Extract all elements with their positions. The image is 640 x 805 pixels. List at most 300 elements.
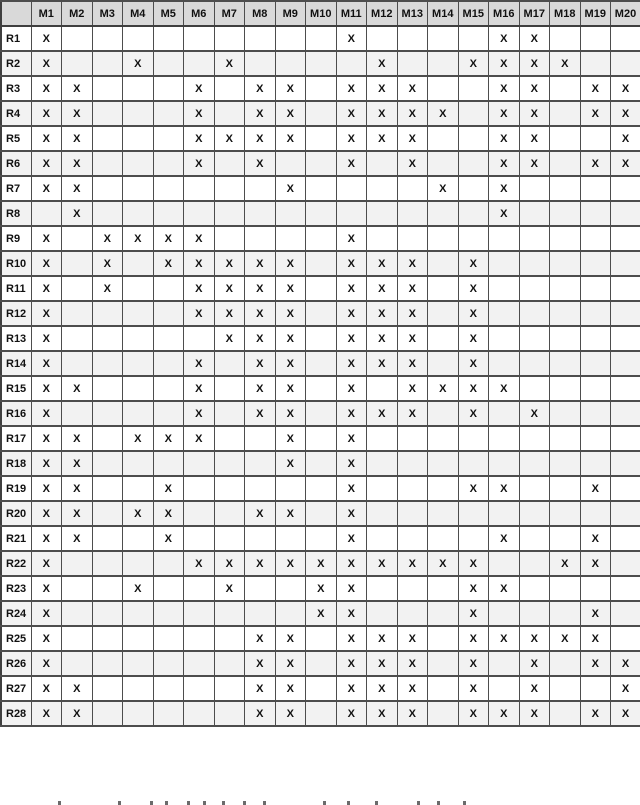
matrix-cell: [519, 376, 550, 401]
matrix-cell: X: [458, 676, 489, 701]
column-header: M8: [245, 1, 276, 26]
table-row: [1, 101, 640, 126]
matrix-cell: X: [367, 401, 398, 426]
table-row: [1, 226, 640, 251]
matrix-cell: [519, 176, 550, 201]
matrix-cell: [62, 26, 93, 51]
matrix-cell: X: [397, 301, 428, 326]
matrix-cell: [184, 476, 215, 501]
matrix-cell: [580, 201, 611, 226]
matrix-cell: X: [275, 701, 306, 726]
column-header: M6: [184, 1, 215, 26]
matrix-cell: [519, 226, 550, 251]
caption-fragment-mark: [58, 801, 61, 805]
matrix-cell: X: [214, 126, 245, 151]
matrix-cell: [92, 26, 123, 51]
row-label: R3: [1, 76, 31, 101]
matrix-cell: X: [62, 76, 93, 101]
matrix-cell: X: [611, 701, 640, 726]
matrix-cell: [92, 701, 123, 726]
caption-fragment-mark: [243, 801, 246, 805]
column-header: M4: [123, 1, 154, 26]
matrix-cell: X: [31, 26, 62, 51]
matrix-cell: [580, 426, 611, 451]
matrix-cell: X: [397, 551, 428, 576]
matrix-cell: X: [245, 676, 276, 701]
matrix-cell: X: [245, 551, 276, 576]
matrix-cell: [367, 26, 398, 51]
matrix-cell: X: [153, 526, 184, 551]
matrix-cell: [214, 76, 245, 101]
matrix-cell: [245, 451, 276, 476]
matrix-cell: [275, 476, 306, 501]
table-row: [1, 351, 640, 376]
matrix-cell: [428, 226, 459, 251]
matrix-cell: [550, 376, 581, 401]
matrix-cell: [519, 276, 550, 301]
matrix-cell: [62, 251, 93, 276]
matrix-cell: X: [245, 326, 276, 351]
matrix-cell: X: [428, 376, 459, 401]
matrix-cell: X: [397, 276, 428, 301]
matrix-cell: [428, 201, 459, 226]
column-header: M9: [275, 1, 306, 26]
matrix-cell: X: [31, 476, 62, 501]
matrix-cell: [275, 151, 306, 176]
matrix-cell: [428, 351, 459, 376]
matrix-cell: X: [275, 351, 306, 376]
table-row: [1, 76, 640, 101]
matrix-cell: [519, 451, 550, 476]
matrix-cell: [153, 551, 184, 576]
matrix-cell: X: [428, 551, 459, 576]
matrix-cell: [184, 451, 215, 476]
matrix-cell: [458, 201, 489, 226]
matrix-cell: X: [367, 651, 398, 676]
matrix-cell: X: [367, 351, 398, 376]
matrix-cell: X: [458, 51, 489, 76]
matrix-cell: X: [62, 676, 93, 701]
matrix-cell: [153, 601, 184, 626]
matrix-cell: [123, 701, 154, 726]
matrix-cell: [306, 51, 337, 76]
matrix-cell: [580, 301, 611, 326]
matrix-cell: [367, 476, 398, 501]
matrix-cell: X: [153, 426, 184, 451]
matrix-cell: [62, 326, 93, 351]
matrix-cell: X: [184, 151, 215, 176]
matrix-cell: X: [458, 401, 489, 426]
row-label: R2: [1, 51, 31, 76]
matrix-cell: [397, 51, 428, 76]
column-header: M20: [611, 1, 640, 26]
matrix-cell: [397, 176, 428, 201]
matrix-cell: X: [489, 626, 520, 651]
matrix-cell: [123, 376, 154, 401]
matrix-cell: X: [336, 601, 367, 626]
matrix-cell: [428, 676, 459, 701]
matrix-cell: [367, 376, 398, 401]
matrix-cell: [92, 351, 123, 376]
matrix-cell: [123, 351, 154, 376]
matrix-cell: X: [245, 351, 276, 376]
matrix-cell: [245, 51, 276, 76]
matrix-cell: X: [245, 276, 276, 301]
table-row: [1, 526, 640, 551]
matrix-cell: [184, 526, 215, 551]
matrix-cell: [62, 226, 93, 251]
matrix-cell: X: [123, 51, 154, 76]
matrix-cell: [184, 651, 215, 676]
matrix-cell: [184, 701, 215, 726]
matrix-cell: X: [214, 276, 245, 301]
matrix-cell: [611, 526, 640, 551]
matrix-cell: X: [336, 76, 367, 101]
matrix-cell: [611, 576, 640, 601]
matrix-cell: [397, 201, 428, 226]
matrix-cell: X: [489, 151, 520, 176]
matrix-cell: [611, 376, 640, 401]
matrix-cell: [428, 651, 459, 676]
matrix-cell: X: [397, 76, 428, 101]
table-row: [1, 551, 640, 576]
matrix-cell: X: [550, 51, 581, 76]
column-header: M10: [306, 1, 337, 26]
matrix-cell: [214, 351, 245, 376]
matrix-cell: [214, 101, 245, 126]
matrix-cell: [214, 626, 245, 651]
matrix-cell: [92, 551, 123, 576]
matrix-cell: [153, 26, 184, 51]
matrix-cell: X: [397, 251, 428, 276]
column-header: M19: [580, 1, 611, 26]
matrix-cell: [428, 76, 459, 101]
matrix-cell: X: [275, 101, 306, 126]
matrix-cell: X: [336, 551, 367, 576]
matrix-cell: [306, 151, 337, 176]
matrix-cell: [214, 226, 245, 251]
matrix-cell: X: [31, 576, 62, 601]
matrix-cell: [550, 601, 581, 626]
matrix-cell: [123, 401, 154, 426]
table-row: [1, 376, 640, 401]
caption-fragment-mark: [375, 801, 378, 805]
matrix-cell: [397, 26, 428, 51]
matrix-cell: X: [275, 626, 306, 651]
column-header: M3: [92, 1, 123, 26]
matrix-cell: X: [31, 451, 62, 476]
matrix-cell: X: [336, 451, 367, 476]
caption-fragment-mark: [263, 801, 266, 805]
matrix-cell: X: [367, 701, 398, 726]
matrix-cell: [92, 176, 123, 201]
row-label: R19: [1, 476, 31, 501]
matrix-cell: X: [611, 676, 640, 701]
matrix-cell: [336, 176, 367, 201]
matrix-cell: X: [519, 101, 550, 126]
table-row: [1, 401, 640, 426]
matrix-cell: X: [489, 176, 520, 201]
matrix-cell: X: [153, 251, 184, 276]
matrix-cell: X: [580, 101, 611, 126]
matrix-cell: [519, 601, 550, 626]
matrix-cell: [153, 651, 184, 676]
matrix-cell: [611, 201, 640, 226]
matrix-cell: X: [245, 376, 276, 401]
matrix-cell: [397, 601, 428, 626]
matrix-cell: [123, 301, 154, 326]
matrix-cell: [550, 476, 581, 501]
matrix-cell: X: [214, 326, 245, 351]
matrix-cell: X: [428, 101, 459, 126]
matrix-cell: [123, 76, 154, 101]
matrix-cell: [153, 626, 184, 651]
matrix-cell: X: [336, 476, 367, 501]
column-header: M1: [31, 1, 62, 26]
matrix-cell: [550, 451, 581, 476]
matrix-cell: [428, 301, 459, 326]
matrix-cell: X: [519, 401, 550, 426]
matrix-cell: [214, 601, 245, 626]
matrix-cell: [367, 501, 398, 526]
matrix-cell: [489, 251, 520, 276]
matrix-cell: [519, 476, 550, 501]
matrix-cell: [184, 176, 215, 201]
matrix-cell: X: [580, 526, 611, 551]
matrix-cell: [550, 126, 581, 151]
matrix-cell: X: [275, 426, 306, 451]
matrix-cell: [92, 51, 123, 76]
matrix-cell: X: [62, 501, 93, 526]
matrix-cell: [580, 501, 611, 526]
row-label: R12: [1, 301, 31, 326]
matrix-cell: X: [123, 226, 154, 251]
matrix-cell: X: [458, 551, 489, 576]
matrix-cell: [611, 26, 640, 51]
matrix-cell: X: [519, 151, 550, 176]
matrix-cell: [519, 576, 550, 601]
matrix-cell: [550, 251, 581, 276]
matrix-cell: X: [62, 151, 93, 176]
matrix-cell: [92, 651, 123, 676]
caption-fragment-mark: [222, 801, 225, 805]
matrix-cell: [214, 201, 245, 226]
matrix-cell: X: [489, 126, 520, 151]
caption-fragment-mark: [323, 801, 326, 805]
matrix-cell: [92, 401, 123, 426]
matrix-cell: X: [336, 251, 367, 276]
matrix-cell: [611, 626, 640, 651]
matrix-cell: [123, 551, 154, 576]
corner-cell: [1, 1, 31, 26]
matrix-cell: [306, 301, 337, 326]
cropped-caption: [0, 795, 640, 805]
column-header: M2: [62, 1, 93, 26]
matrix-cell: [153, 326, 184, 351]
matrix-cell: X: [397, 401, 428, 426]
matrix-cell: [123, 126, 154, 151]
matrix-cell: X: [275, 676, 306, 701]
matrix-cell: X: [367, 301, 398, 326]
matrix-cell: X: [153, 226, 184, 251]
matrix-cell: X: [214, 576, 245, 601]
matrix-cell: [428, 426, 459, 451]
matrix-cell: [397, 501, 428, 526]
matrix-cell: [123, 451, 154, 476]
matrix-cell: X: [458, 376, 489, 401]
matrix-cell: X: [153, 501, 184, 526]
matrix-cell: X: [62, 526, 93, 551]
matrix-cell: X: [31, 676, 62, 701]
table-row: [1, 126, 640, 151]
matrix-cell: X: [550, 551, 581, 576]
matrix-cell: [367, 226, 398, 251]
matrix-cell: [62, 351, 93, 376]
matrix-cell: [428, 126, 459, 151]
matrix-cell: X: [275, 126, 306, 151]
matrix-cell: [428, 576, 459, 601]
matrix-cell: [92, 126, 123, 151]
matrix-cell: X: [336, 326, 367, 351]
matrix-cell: X: [367, 251, 398, 276]
matrix-cell: X: [275, 501, 306, 526]
matrix-cell: X: [62, 126, 93, 151]
matrix-cell: [397, 426, 428, 451]
matrix-cell: X: [519, 626, 550, 651]
matrix-cell: X: [397, 701, 428, 726]
matrix-cell: X: [336, 501, 367, 526]
table-row: [1, 576, 640, 601]
matrix-cell: X: [336, 526, 367, 551]
matrix-cell: X: [31, 426, 62, 451]
matrix-cell: X: [397, 376, 428, 401]
matrix-cell: [92, 151, 123, 176]
matrix-cell: X: [336, 376, 367, 401]
matrix-cell: [489, 301, 520, 326]
matrix-cell: [62, 51, 93, 76]
matrix-cell: X: [31, 51, 62, 76]
matrix-cell: [123, 251, 154, 276]
matrix-cell: [153, 351, 184, 376]
column-header: M14: [428, 1, 459, 26]
matrix-cell: X: [397, 101, 428, 126]
matrix-cell: [611, 551, 640, 576]
matrix-cell: X: [245, 701, 276, 726]
row-label: R20: [1, 501, 31, 526]
caption-fragment-mark: [347, 801, 350, 805]
matrix-cell: [580, 276, 611, 301]
matrix-cell: [458, 151, 489, 176]
matrix-cell: [184, 676, 215, 701]
matrix-cell: [611, 251, 640, 276]
matrix-cell: [489, 501, 520, 526]
matrix-cell: [306, 201, 337, 226]
matrix-cell: [153, 576, 184, 601]
matrix-cell: [580, 451, 611, 476]
matrix-cell: X: [184, 401, 215, 426]
matrix-cell: [428, 601, 459, 626]
matrix-cell: X: [489, 576, 520, 601]
matrix-cell: X: [336, 701, 367, 726]
row-label: R6: [1, 151, 31, 176]
matrix-cell: X: [611, 651, 640, 676]
matrix-cell: X: [275, 76, 306, 101]
matrix-cell: [275, 576, 306, 601]
matrix-cell: [184, 26, 215, 51]
matrix-cell: [153, 451, 184, 476]
matrix-cell: X: [458, 601, 489, 626]
matrix-cell: [428, 701, 459, 726]
matrix-cell: X: [580, 626, 611, 651]
matrix-cell: [306, 26, 337, 51]
matrix-cell: [611, 301, 640, 326]
matrix-cell: X: [489, 701, 520, 726]
matrix-cell: X: [458, 626, 489, 651]
matrix-cell: [153, 126, 184, 151]
caption-fragment-mark: [437, 801, 440, 805]
matrix-cell: X: [245, 126, 276, 151]
matrix-cell: [458, 451, 489, 476]
matrix-cell: [458, 176, 489, 201]
matrix-cell: [550, 676, 581, 701]
matrix-cell: [275, 201, 306, 226]
matrix-cell: X: [214, 301, 245, 326]
row-label: R11: [1, 276, 31, 301]
matrix-cell: [306, 251, 337, 276]
matrix-cell: [336, 51, 367, 76]
matrix-cell: [489, 226, 520, 251]
matrix-cell: X: [31, 626, 62, 651]
matrix-cell: X: [397, 326, 428, 351]
matrix-cell: [214, 526, 245, 551]
matrix-cell: X: [275, 326, 306, 351]
matrix-cell: [306, 501, 337, 526]
matrix-cell: X: [31, 601, 62, 626]
table-row: [1, 626, 640, 651]
matrix-cell: X: [184, 301, 215, 326]
matrix-cell: [397, 451, 428, 476]
matrix-cell: [458, 426, 489, 451]
caption-fragment-mark: [463, 801, 466, 805]
caption-fragment-mark: [150, 801, 153, 805]
matrix-cell: [550, 426, 581, 451]
row-label: R16: [1, 401, 31, 426]
matrix-cell: [275, 51, 306, 76]
matrix-cell: [611, 601, 640, 626]
matrix-cell: [428, 451, 459, 476]
matrix-cell: [428, 626, 459, 651]
matrix-cell: X: [458, 351, 489, 376]
matrix-cell: [428, 476, 459, 501]
matrix-cell: [245, 476, 276, 501]
matrix-cell: X: [31, 401, 62, 426]
matrix-cell: X: [62, 176, 93, 201]
matrix-cell: [519, 351, 550, 376]
matrix-cell: X: [245, 101, 276, 126]
matrix-cell: [458, 226, 489, 251]
matrix-cell: [489, 601, 520, 626]
matrix-cell: [367, 601, 398, 626]
matrix-cell: X: [184, 426, 215, 451]
matrix-cell: X: [458, 326, 489, 351]
matrix-cell: [214, 676, 245, 701]
matrix-cell: X: [31, 701, 62, 726]
matrix-cell: [550, 651, 581, 676]
matrix-cell: X: [580, 701, 611, 726]
matrix-cell: X: [336, 126, 367, 151]
matrix-cell: [519, 301, 550, 326]
matrix-cell: [550, 101, 581, 126]
